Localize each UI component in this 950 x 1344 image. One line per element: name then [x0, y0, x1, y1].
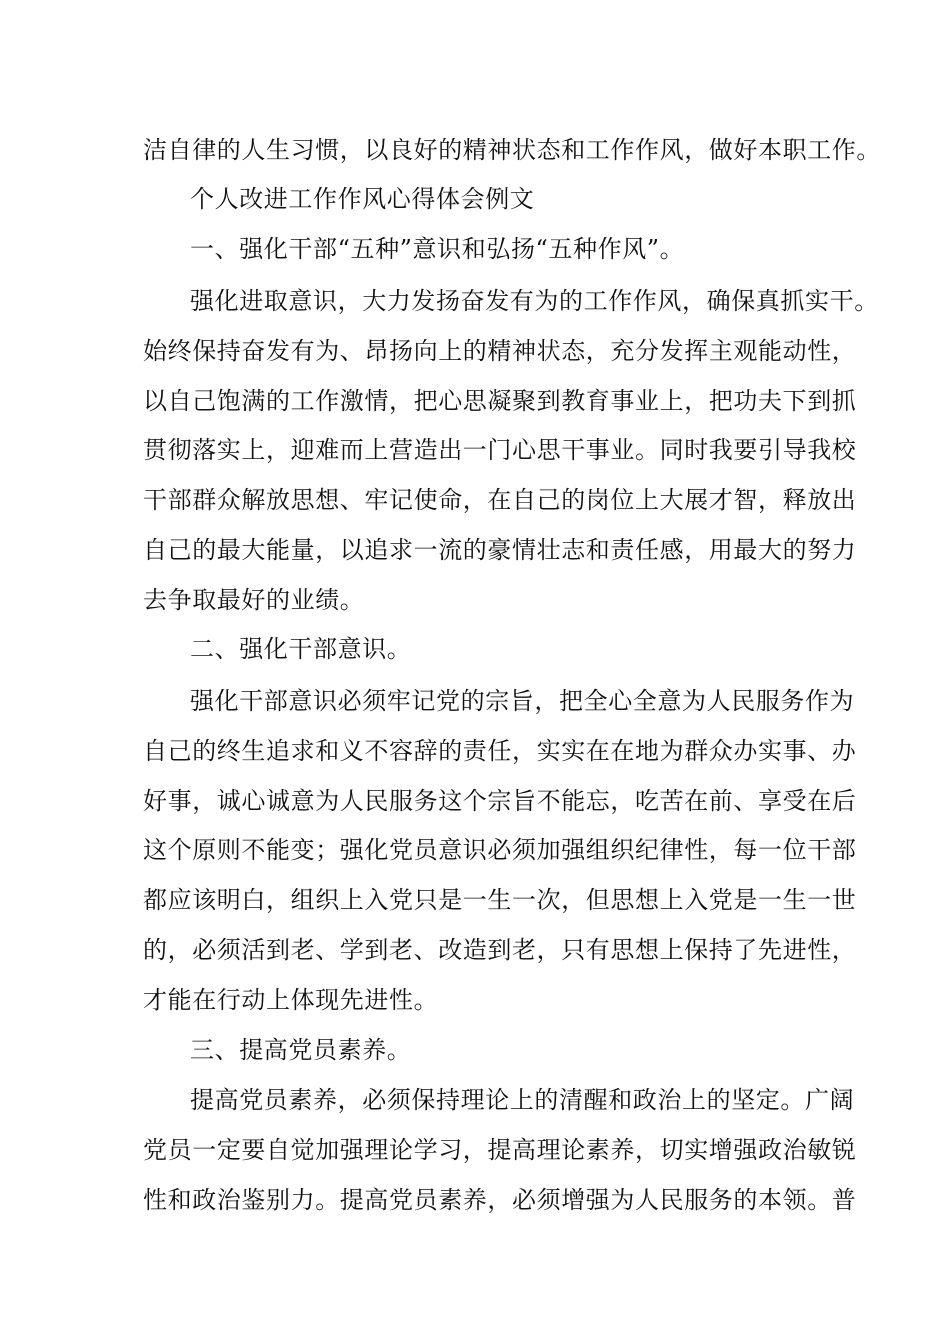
paragraph-2-line-5: 都应该明白，组织上入党只是一生一次，但思想上入党是一生一世 — [143, 886, 857, 914]
paragraph-3-line-2: 党员一定要自觉加强理论学习，提高理论素养，切实增强政治敏锐 — [143, 1136, 857, 1164]
paragraph-1-line-1: 强化进取意识，大力发扬奋发有为的工作作风，确保真抓实干。 — [190, 287, 879, 315]
paragraph-1-line-5: 干部群众解放思想、牢记使命，在自己的岗位上大展才智，释放出 — [143, 486, 857, 514]
heading-2: 二、强化干部意识。 — [190, 635, 412, 663]
paragraph-1-line-4: 贯彻落实上，迎难而上营造出一门心思干事业。同时我要引导我校 — [143, 436, 857, 464]
heading-1: 一、强化干部“五种”意识和弘扬“五种作风”。 — [190, 235, 685, 263]
paragraph-2-line-6: 的，必须活到老、学到老、改造到老，只有思想上保持了先进性， — [143, 936, 857, 964]
paragraph-2-line-4: 这个原则不能变；强化党员意识必须加强组织纪律性，每一位干部 — [143, 836, 857, 864]
paragraph-3-line-3: 性和政治鉴别力。提高党员素养，必须增强为人民服务的本领。普 — [143, 1186, 857, 1214]
heading-3: 三、提高党员素养。 — [190, 1036, 412, 1064]
section-title: 个人改进工作作风心得体会例文 — [190, 185, 535, 213]
paragraph-1-line-6: 自己的最大能量，以追求一流的豪情壮志和责任感，用最大的努力 — [143, 536, 857, 564]
paragraph-2-line-7: 才能在行动上体现先进性。 — [143, 986, 439, 1014]
paragraph-2-line-3: 好事，诚心诚意为人民服务这个宗旨不能忘，吃苦在前、享受在后 — [143, 787, 857, 815]
paragraph-2-line-1: 强化干部意识必须牢记党的宗旨，把全心全意为人民服务作为 — [190, 687, 855, 715]
text-line-1: 洁自律的人生习惯，以良好的精神状态和工作作风，做好本职工作。 — [143, 136, 881, 164]
paragraph-3-line-1: 提高党员素养，必须保持理论上的清醒和政治上的坚定。广阔 — [190, 1086, 855, 1114]
paragraph-1-line-2: 始终保持奋发有为、昂扬向上的精神状态，充分发挥主观能动性， — [143, 337, 857, 365]
paragraph-1-line-3: 以自己饱满的工作激情，把心思凝聚到教育事业上，把功夫下到抓 — [143, 387, 857, 415]
paragraph-1-line-7: 去争取最好的业绩。 — [143, 586, 365, 614]
paragraph-2-line-2: 自己的终生追求和义不容辞的责任，实实在在地为群众办实事、办 — [143, 737, 857, 765]
